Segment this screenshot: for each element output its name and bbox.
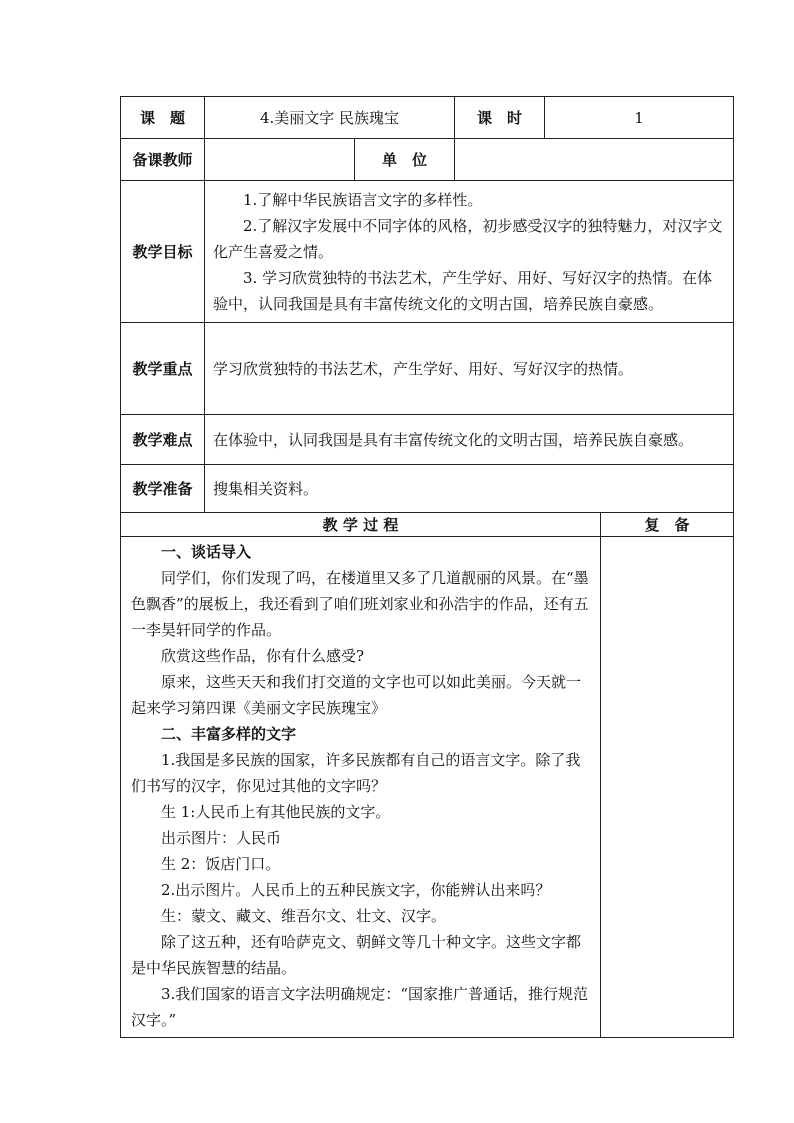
goals-row: [121, 181, 734, 323]
notes-content[interactable]: [601, 537, 734, 1038]
difficulties-row: [121, 415, 734, 465]
goals-content[interactable]: [205, 181, 734, 323]
process-header-row: [121, 513, 734, 537]
process-line: 生 2：饭店门口。: [161, 855, 281, 873]
process-line: 欣赏这些作品，你有什么感受?: [161, 647, 365, 665]
key-points-label: 教学重点: [121, 323, 205, 415]
process-line: 生：蒙文、藏文、维吾尔文、壮文、汉字。: [161, 907, 447, 925]
topic-value[interactable]: 4.美丽文字 民族瑰宝: [205, 97, 455, 139]
goal-item: 2.了解汉字发展中不同字体的风格，初步感受汉字的独特魅力，对汉字文化产生喜爱之情。: [213, 216, 723, 261]
goals-label: 教学目标: [121, 181, 205, 323]
preparation-row: [121, 465, 734, 513]
unit-label: 单 位: [355, 139, 455, 181]
process-content-row: [121, 537, 734, 1038]
period-value[interactable]: 1: [545, 97, 734, 139]
process-label: 教 学 过 程: [121, 513, 601, 537]
difficulties-text[interactable]: 在体验中，认同我国是具有丰富传统文化的文明古国，培养民族自豪感。: [205, 415, 734, 465]
goal-item: 1.了解中华民族语言文字的多样性。: [243, 190, 483, 209]
process-line: 出示图片：人民币: [161, 829, 282, 847]
preparation-text[interactable]: 搜集相关资料。: [205, 465, 734, 513]
goal-item: 3. 学习欣赏独特的书法艺术，产生学好、用好、写好汉字的热情。在体验中，认同我国是具有丰富传统文化的文明古国，培养民族自豪感。: [213, 268, 713, 313]
notes-label: 复 备: [601, 513, 734, 537]
preparation-label: 教学准备: [121, 465, 205, 513]
process-content[interactable]: [121, 537, 601, 1038]
process-line: 一、谈话导入: [161, 543, 252, 561]
process-line: 1.我国是多民族的国家，许多民族都有自己的语言文字。除了我们书写的汉字，你见过其他的文字吗？: [131, 751, 581, 795]
key-points-row: [121, 323, 734, 415]
topic-row: [121, 97, 734, 139]
teacher-row: [121, 139, 734, 181]
process-line: 二、丰富多样的文字: [161, 725, 297, 743]
teacher-value[interactable]: [205, 139, 355, 181]
process-line: 3.我们国家的语言文字法明确规定：“国家推广普通话，推行规范汉字。”: [131, 985, 588, 1029]
unit-value[interactable]: [455, 139, 734, 181]
key-points-text[interactable]: 学习欣赏独特的书法艺术，产生学好、用好、写好汉字的热情。: [205, 323, 734, 415]
process-line: 同学们，你们发现了吗，在楼道里又多了几道靓丽的风景。在“墨色飘香”的展板上，我还看到了咱们班刘家业和孙浩宇的作品，还有五一李昊轩同学的作品。: [131, 569, 589, 639]
lesson-plan-table: [120, 96, 734, 1038]
process-line: 原来，这些天天和我们打交道的文字也可以如此美丽。今天就一起来学习第四课《美丽文字民族瑰宝》: [131, 673, 582, 717]
topic-label: 课 题: [121, 97, 205, 139]
process-line: 生 1:人民币上有其他民族的文字。: [161, 803, 391, 821]
period-label: 课 时: [455, 97, 545, 139]
teacher-label: 备课教师: [121, 139, 205, 181]
process-line: 除了这五种，还有哈萨克文、朝鲜文等几十种文字。这些文字都是中华民族智慧的结晶。: [131, 933, 582, 977]
difficulties-label: 教学难点: [121, 415, 205, 465]
process-line: 2.出示图片。人民币上的五种民族文字，你能辨认出来吗？: [161, 881, 551, 899]
